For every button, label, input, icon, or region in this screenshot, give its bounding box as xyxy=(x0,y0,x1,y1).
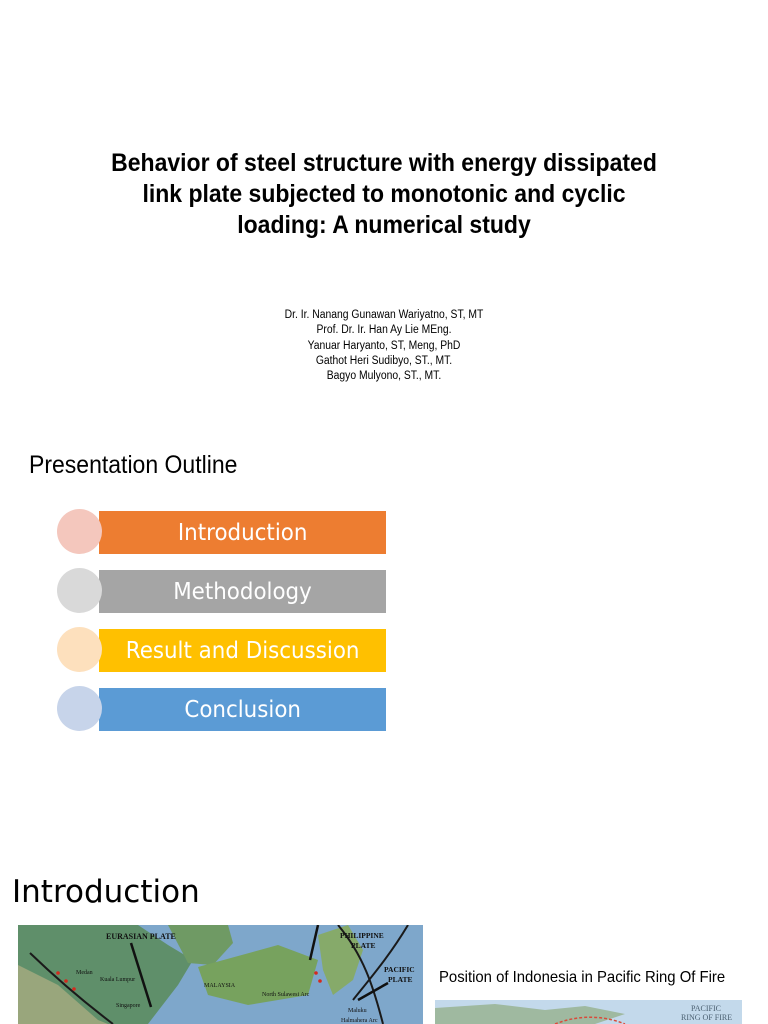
map-label-kuala: Kuala Lumpur xyxy=(100,977,136,983)
map-label-singapore: Singapore xyxy=(116,1003,141,1009)
title-line-1: Behavior of steel structure with energy dissipated xyxy=(111,149,657,177)
author-list xyxy=(249,308,519,384)
map-label-philippine: PHILIPPINE xyxy=(340,931,384,940)
outline-bar xyxy=(99,570,386,613)
outline-circle xyxy=(57,568,102,613)
map-label-halmahera: Halmahera Arc xyxy=(341,1018,378,1024)
volcano-marker xyxy=(56,971,60,975)
slide-title xyxy=(108,148,660,241)
volcano-marker xyxy=(64,979,68,983)
map-label-north-sulawesi: North Sulawesi Arc xyxy=(262,992,310,998)
author: Dr. Ir. Nanang Gunawan Wariyatno, ST, MT xyxy=(284,309,484,321)
outline-circle xyxy=(57,509,102,554)
author: Yanuar Haryanto, ST, Meng, PhD xyxy=(307,339,461,352)
outline-item-methodology xyxy=(57,568,387,613)
tectonic-plate-map xyxy=(18,925,423,1024)
outline-label: Result and Discussion xyxy=(125,637,360,664)
outline-label: Methodology xyxy=(173,578,312,605)
outline-item-conclusion xyxy=(57,686,387,731)
outline-heading: Presentation Outline xyxy=(29,451,238,479)
outline-circle xyxy=(57,627,102,672)
map-label-ring-of-fire: RING OF FIRE xyxy=(681,1013,733,1022)
map-label-philippine: PLATE xyxy=(351,941,376,950)
author: Gathot Heri Sudibyo, ST., MT. xyxy=(315,354,453,367)
author: Bagyo Mulyono, ST., MT. xyxy=(326,370,442,383)
title-line-3: loading: A numerical study xyxy=(237,211,531,239)
outline-item-result-and-discussion xyxy=(57,627,387,672)
map-label-eurasian: EURASIAN PLATE xyxy=(106,932,176,941)
outline-label: Introduction xyxy=(177,519,308,546)
ring-of-fire-graphic xyxy=(435,1000,742,1024)
volcano-marker xyxy=(314,971,318,975)
outline-bar xyxy=(99,688,386,731)
volcano-marker xyxy=(72,987,76,991)
outline-bar xyxy=(99,511,386,554)
outline-circle xyxy=(57,686,102,731)
title-line-2: link plate subjected to monotonic and cyclic xyxy=(142,180,626,208)
ring-of-fire-map xyxy=(435,1000,742,1024)
ring-of-fire-caption: Position of Indonesia in Pacific Ring Of Fire xyxy=(439,969,726,986)
outline-bar xyxy=(99,629,386,672)
map-label-pacific: PACIFIC xyxy=(691,1004,721,1013)
outline-item-introduction xyxy=(57,509,387,554)
introduction-heading: Introduction xyxy=(12,874,200,910)
author: Prof. Dr. Ir. Han Ay Lie MEng. xyxy=(316,324,452,337)
map-label-malaysia: MALAYSIA xyxy=(204,983,236,989)
map-label-pacific: PLATE xyxy=(388,975,413,984)
map-label-maluku: Maluku xyxy=(348,1008,367,1014)
map-label-pacific: PACIFIC xyxy=(384,965,415,974)
volcano-marker xyxy=(318,979,322,983)
map-label-medan: Medan xyxy=(76,970,93,976)
tectonic-map-graphic xyxy=(18,925,423,1024)
outline-list xyxy=(57,509,387,745)
outline-label: Conclusion xyxy=(184,696,301,723)
